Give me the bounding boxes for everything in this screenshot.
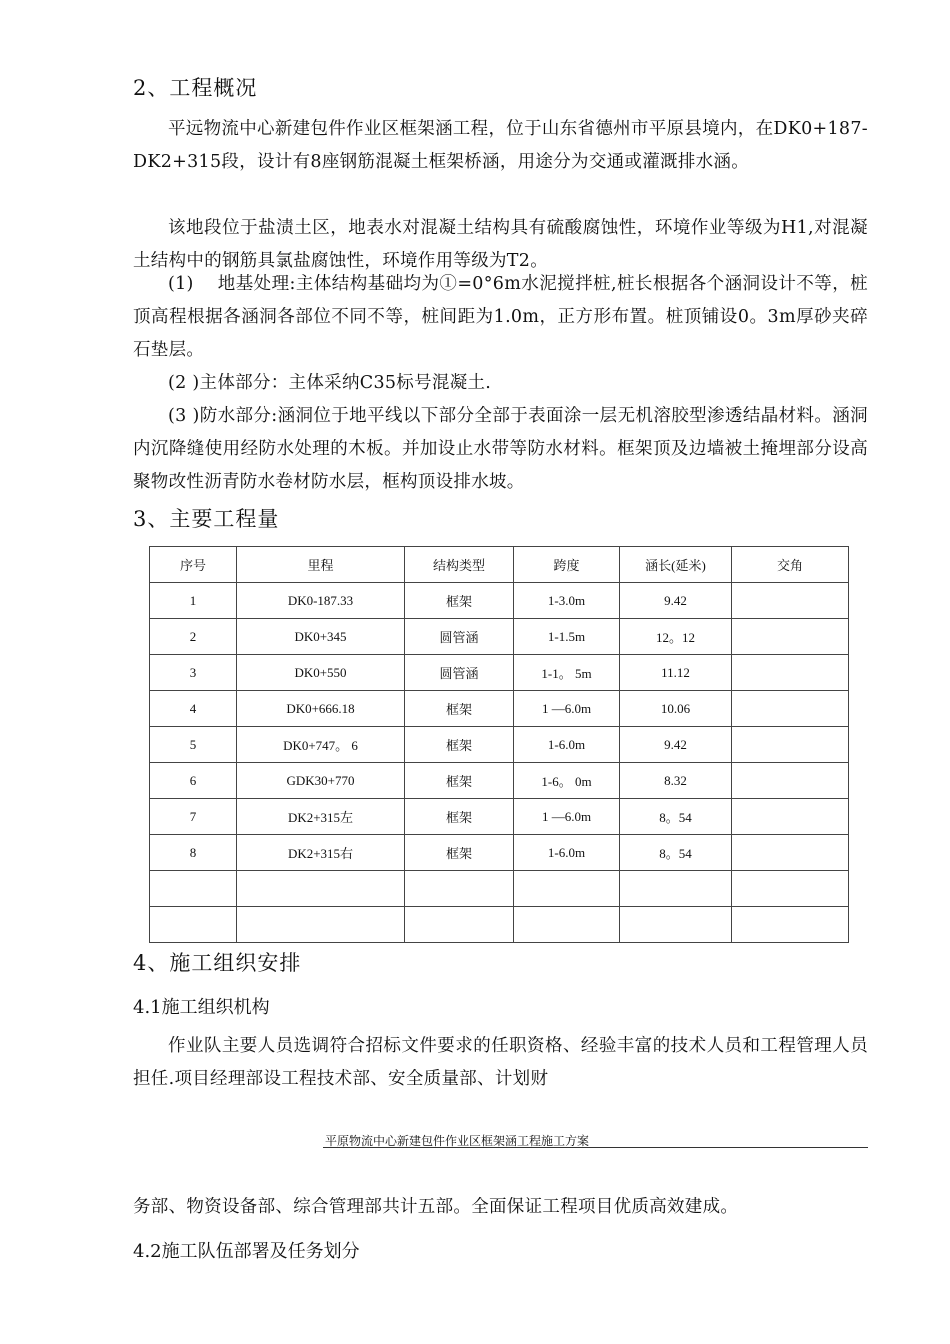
section-4-1-title: 4.1施工组织机构: [133, 997, 270, 1018]
table-cell: 2: [150, 619, 237, 655]
table-cell: [732, 727, 849, 763]
table-cell: 1-6。 0m: [514, 763, 620, 799]
table-cell: 1-6.0m: [514, 727, 620, 763]
table-cell: 5: [150, 727, 237, 763]
table-cell: 1-3.0m: [514, 583, 620, 619]
table-cell: 3: [150, 655, 237, 691]
table-cell: 8: [150, 835, 237, 871]
section-2-paragraph-1: 平远物流中心新建包件作业区框架涵工程，位于山东省德州市平原县境内，在DK0+187-DK2+315段，设计有8座钢筋混凝土框架桥涵，用途分为交通或灌溉排水涵。: [133, 119, 868, 172]
table-cell: 1: [150, 583, 237, 619]
section-3-title: 3、主要工程量: [133, 507, 280, 531]
table-cell: [237, 907, 405, 943]
section-4-2-title: 4.2施工队伍部署及任务划分: [133, 1241, 360, 1262]
table-cell: [732, 691, 849, 727]
table-cell: [732, 655, 849, 691]
section-4-1-paragraph-1: 作业队主要人员选调符合招标文件要求的任职资格、经验丰富的技术人员和工程管理人员担任.项目经理部设工程技术部、安全质量部、计划财: [133, 1036, 868, 1089]
table-cell: 1-6.0m: [514, 835, 620, 871]
table-cell: 框架: [405, 727, 514, 763]
section-2-paragraph-2: 该地段位于盐渍土区，地表水对混凝土结构具有硫酸腐蚀性，环境作业等级为H1,对混凝土结构中的钢筋具氯盐腐蚀性，环境作用等级为T2。: [133, 218, 868, 271]
table-cell: 框架: [405, 763, 514, 799]
header-index: 序号: [150, 547, 237, 583]
table-cell: [620, 871, 732, 907]
header-angle: 交角: [732, 547, 849, 583]
table-header-row: [150, 547, 849, 583]
section-2-paragraph-3: (1) 地基处理:主体结构基础均为①=0°6m水泥搅拌桩,桩长根据各个涵洞设计不等，桩顶高程根据各涵洞各部位不同不等，桩间距为1.0m，正方形布置。桩顶铺设0。3m厚砂夹碎石垫层。: [133, 274, 868, 360]
table-cell: 1 —6.0m: [514, 799, 620, 835]
header-culvert-length: 涵长(延米): [620, 547, 732, 583]
table-cell: [237, 871, 405, 907]
table-row: [150, 763, 849, 799]
table-cell: 4: [150, 691, 237, 727]
table-cell: 1-1.5m: [514, 619, 620, 655]
footer-divider: [323, 1147, 868, 1148]
table-cell: 7: [150, 799, 237, 835]
table-cell: 框架: [405, 835, 514, 871]
table-cell: 框架: [405, 799, 514, 835]
table-cell: [732, 619, 849, 655]
table-cell: DK2+315左: [237, 799, 405, 835]
page-footer-title: 平原物流中心新建包件作业区框架涵工程施工方案: [325, 1134, 590, 1148]
table-cell: 圆管涵: [405, 619, 514, 655]
table-row: [150, 583, 849, 619]
table-row: [150, 799, 849, 835]
table-cell: 9.42: [620, 583, 732, 619]
table-cell: 8。54: [620, 799, 732, 835]
table-cell: DK0+345: [237, 619, 405, 655]
header-structure-type: 结构类型: [405, 547, 514, 583]
engineering-quantity-table: [149, 546, 849, 943]
table-cell: 11.12: [620, 655, 732, 691]
table-cell: DK0+550: [237, 655, 405, 691]
section-2-paragraph-5: (3 )防水部分:涵洞位于地平线以下部分全部于表面涂一层无机溶胶型渗透结晶材料。涵洞内沉降缝使用经防水处理的木板。并加设止水带等防水材料。框架顶及边墙被土掩埋部分设高聚物改性沥青防水卷材防水层，框构顶设排水坡。: [133, 406, 868, 492]
table-cell: DK0-187.33: [237, 583, 405, 619]
table-row: [150, 619, 849, 655]
table-cell: [514, 871, 620, 907]
table-cell: [150, 871, 237, 907]
section-2-paragraph-4: (2 )主体部分：主体采纳C35标号混凝土.: [168, 373, 492, 393]
table-row: [150, 907, 849, 943]
table-cell: [514, 907, 620, 943]
table-cell: 框架: [405, 583, 514, 619]
table-row: [150, 835, 849, 871]
table-body: [150, 583, 849, 943]
table-cell: 6: [150, 763, 237, 799]
table-cell: DK0+747。 6: [237, 727, 405, 763]
section-2-title: 2、工程概况: [133, 76, 258, 100]
table-cell: [732, 835, 849, 871]
section-4-title: 4、施工组织安排: [133, 951, 302, 975]
table-cell: 8。54: [620, 835, 732, 871]
header-mileage: 里程: [237, 547, 405, 583]
table-cell: GDK30+770: [237, 763, 405, 799]
table-row: [150, 655, 849, 691]
table-cell: 8.32: [620, 763, 732, 799]
table-cell: DK2+315右: [237, 835, 405, 871]
table-cell: [732, 583, 849, 619]
header-span: 跨度: [514, 547, 620, 583]
table-cell: DK0+666.18: [237, 691, 405, 727]
section-4-1-paragraph-2: 务部、物资设备部、综合管理部共计五部。全面保证工程项目优质高效建成。: [133, 1197, 739, 1217]
table-cell: 9.42: [620, 727, 732, 763]
table-cell: [732, 763, 849, 799]
table-row: [150, 871, 849, 907]
table-cell: 圆管涵: [405, 655, 514, 691]
table-row: [150, 691, 849, 727]
table-cell: [732, 799, 849, 835]
table-cell: [732, 871, 849, 907]
table-row: [150, 727, 849, 763]
table-cell: 1 —6.0m: [514, 691, 620, 727]
table-cell: [150, 907, 237, 943]
table-cell: 10.06: [620, 691, 732, 727]
table-cell: [405, 907, 514, 943]
table-cell: [620, 907, 732, 943]
table-cell: 框架: [405, 691, 514, 727]
table-cell: 12。12: [620, 619, 732, 655]
table-cell: [405, 871, 514, 907]
table-cell: [732, 907, 849, 943]
table-cell: 1-1。 5m: [514, 655, 620, 691]
